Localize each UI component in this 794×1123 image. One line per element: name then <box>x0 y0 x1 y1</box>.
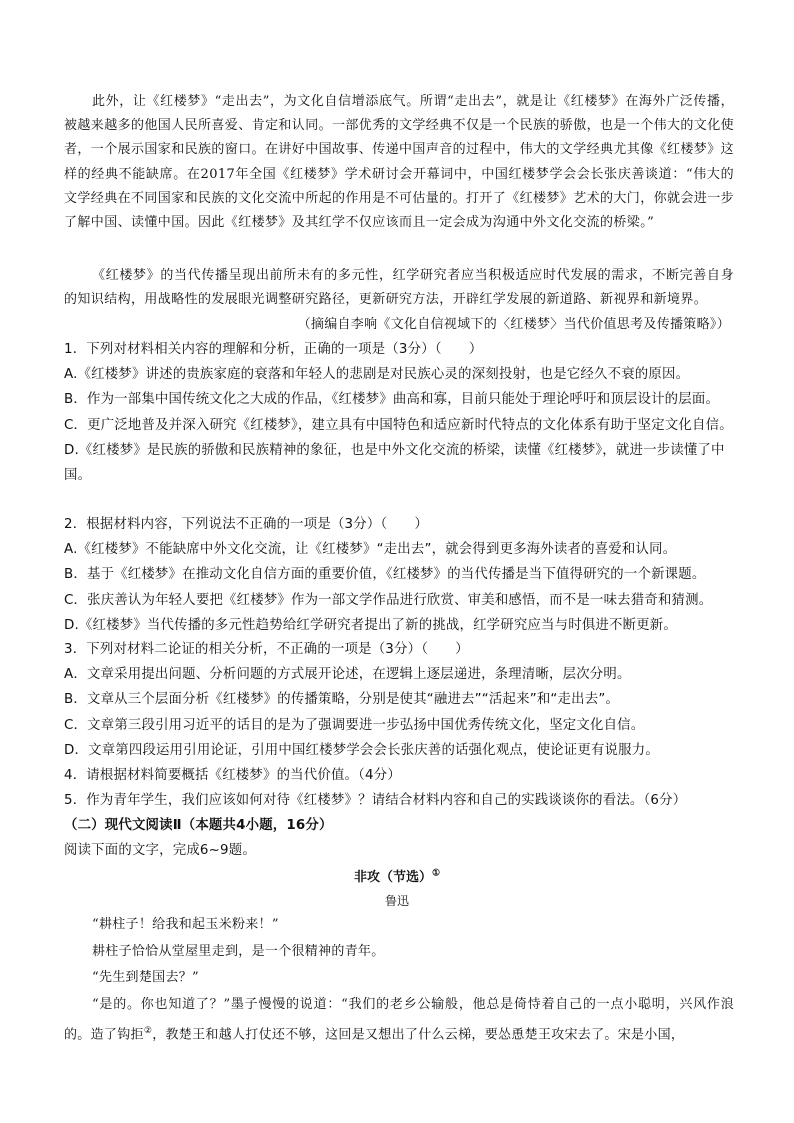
passage-paragraph-1: 此外，让《红楼梦》“走出去”，为文化自信增添底气。所谓“走出去”，就是让《红楼梦》在海外广泛传播，被越来越多的他国人民所喜爱、肯定和认同。一部优秀的文学经典不仅是一个民族的骄傲，也是一个伟大的文化使者，一个展示国家和民族的窗口。在讲好中国故事、传递中国声音的过程中，伟大的文学经典尤其像《红楼梦》这样的经典不能缺席。在2017年全国《红楼梦》学术研讨会开幕词中，中国红楼梦学会会长张庆善谈道：“伟大的文学经典在不同国家和民族的文化交流中所起的作用是不可估量的。打开了《红楼梦》艺术的大门，你就会进一步了解中国、读懂中国。因此《红楼梦》及其红学不仅应该而且一定会成为沟通中外文化交流的桥梁。” <box>64 94 735 231</box>
question-4: 4．请根据材料简要概括《红楼梦》的当代价值。（4分） <box>64 768 401 783</box>
story-author: 鲁迅 <box>384 894 409 908</box>
story-title <box>0 866 794 885</box>
option-a: A.《红楼梦》不能缺席中外文化交流，让《红楼梦》“走出去”，就会得到更多海外读者的喜爱和认同。 <box>64 542 677 558</box>
story-line <box>64 992 734 1049</box>
option-d: D.《红楼梦》是民族的骄傲和民族精神的象征，也是中外文化交流的桥梁，读懂《红楼梦》，就进一步读懂了中国。 <box>64 442 725 484</box>
story-body <box>64 912 734 1049</box>
story-line: “耕柱子！给我和起玉米粉来！” <box>92 917 279 932</box>
story-line: 耕柱子恰恰从堂屋里走到，是一个很精神的青年。 <box>92 943 385 959</box>
question-5: 5．作为青年学生，我们应该如何对待《红楼梦》？请结合材料内容和自己的实践谈谈你的看法。（6分） <box>64 793 687 808</box>
option-a: A.《红楼梦》讲述的贵族家庭的衰落和年轻人的悲剧是对民族心灵的深刻投射，也是它经久不衰的原因。 <box>64 367 690 383</box>
question-3 <box>64 637 734 763</box>
option-c: C．更广泛地普及并深入研究《红楼梦》，建立具有中国特色和适应新时代特点的文化体系有助于坚定文化自信。 <box>64 417 733 433</box>
option-b: B．作为一部集中国传统文化之大成的作品，《红楼梦》曲高和寡，目前只能处于理论呼吁和顶层设计的层面。 <box>64 392 720 408</box>
option-b: B．文章从三个层面分析《红楼梦》的传播策略，分别是使其“融进去”“活起来”和“走出去”。 <box>64 692 620 708</box>
option-a: A．文章采用提出问题、分析问题的方式展开论述，在逻辑上逐层递进，条理清晰，层次分明。 <box>64 667 631 683</box>
section-instruction: 阅读下面的文字，完成6~9题。 <box>64 843 256 858</box>
story-line: “先生到楚国去？” <box>92 970 199 985</box>
section-heading: （二）现代文阅读Ⅱ（本题共4小题，16分） <box>64 818 333 833</box>
option-b: B．基于《红楼梦》在推动文化自信方面的重要价值，《红楼梦》的当代传播是当下值得研究的一个新课题。 <box>64 567 706 583</box>
option-d: D．文章第四段运用引用论证，引用中国红楼梦学会会长张庆善的话强化观点，使论证更有说服力。 <box>64 742 659 758</box>
question-1 <box>64 337 734 488</box>
footnote-marker: ② <box>143 1026 153 1036</box>
passage-paragraph-2: 《红楼梦》的当代传播呈现出前所未有的多元性，红学研究者应当积极适应时代发展的需求，不断完善自身的知识结构，用战略性的发展眼光调整研究路径，更新研究方法，开辟红学发展的新道路、新视界和新境界。 <box>64 268 734 308</box>
story-line-part: ，教楚王和越人打仗还不够，这回是又想出了什么云梯，要怂恿楚王攻宋去了。宋是小国， <box>152 1027 685 1043</box>
footnote-marker: ① <box>431 868 441 879</box>
passage-source: （摘编自李响《文化自信视域下的〈红楼梦〉当代价值思考及传播策略》） <box>297 317 730 332</box>
question-stem: 1．下列对材料相关内容的理解和分析，正确的一项是（3分）（ ） <box>64 342 483 357</box>
question-stem: 3．下列对材料二论证的相关分析，不正确的一项是（3分）（ ） <box>64 642 469 657</box>
option-c: C．文章第三段引用习近平的话目的是为了强调要进一步弘扬中国优秀传统文化，坚定文化自信。 <box>64 717 645 733</box>
option-d: D.《红楼梦》当代传播的多元性趋势给红学研究者提出了新的挑战，红学研究应当与时俱进不断更新。 <box>64 617 677 633</box>
question-2 <box>64 512 734 638</box>
story-line-part: “是的。你也知道了？”墨子慢慢的说道：“我们的老乡公输般，他总是倚恃着自己的一点小聪明，兴风作浪的。造了钩拒 <box>64 996 734 1043</box>
story-title-text: 非攻（节选） <box>353 870 432 885</box>
option-c: C．张庆善认为年轻人要把《红楼梦》作为一部文学作品进行欣赏、审美和感悟，而不是一味去猎奇和猜测。 <box>64 592 713 608</box>
question-stem: 2．根据材料内容，下列说法不正确的一项是（3分）（ ） <box>64 517 429 532</box>
